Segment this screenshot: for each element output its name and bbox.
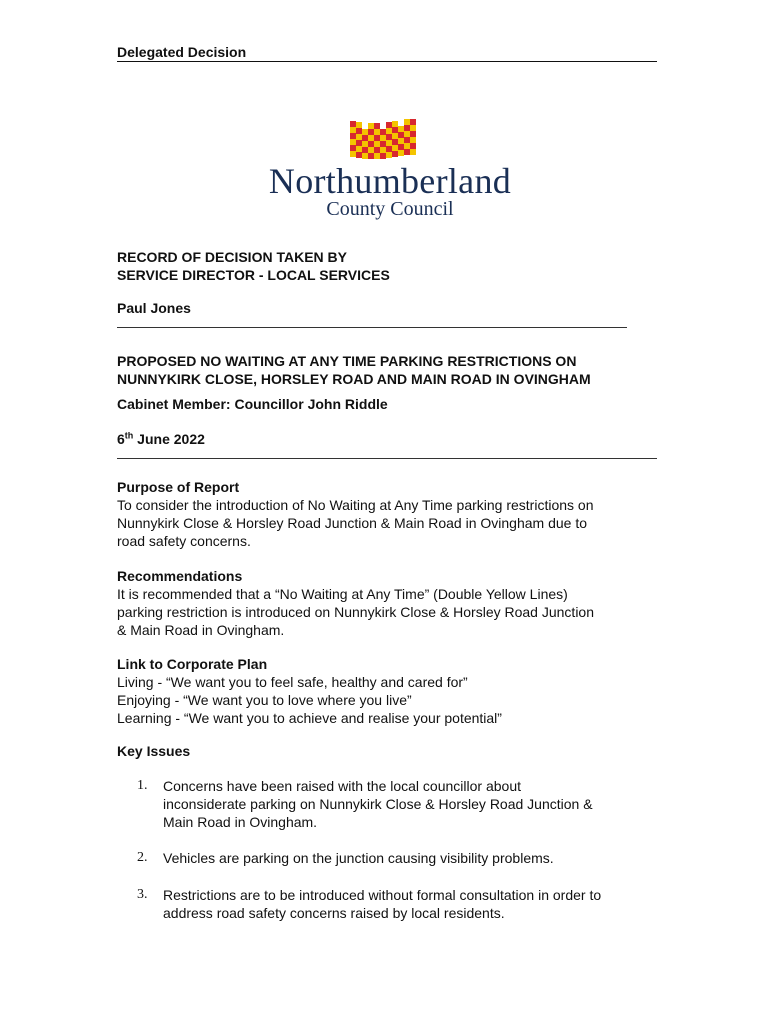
corporate-plan-line: Learning - “We want you to achieve and realise your potential” [117, 710, 502, 726]
flag-cell [404, 137, 410, 143]
divider [117, 458, 657, 459]
key-issues-heading: Key Issues [117, 743, 191, 759]
list-number: 1. [137, 778, 148, 793]
flag-cell [362, 147, 368, 153]
flag-cell [368, 147, 374, 153]
flag-cell [404, 119, 410, 125]
flag-cell [398, 138, 404, 144]
flag-cell [374, 147, 380, 153]
document-title [117, 352, 657, 388]
list-number: 2. [137, 850, 148, 865]
flag-cell [380, 129, 386, 135]
flag-cell [356, 152, 362, 158]
flag-cell [368, 129, 374, 135]
flag-cell [386, 128, 392, 134]
list-line: Restrictions are to be introduced without formal consultation in order to [163, 887, 602, 903]
flag-cell [410, 125, 416, 131]
list-text [163, 886, 657, 922]
flag-cell [350, 127, 356, 133]
logo-subname: County Council [326, 198, 454, 220]
flag-cell [368, 153, 374, 159]
flag-cell [356, 134, 362, 140]
purpose-heading: Purpose of Report [117, 479, 240, 495]
list-text [163, 849, 657, 867]
flag-cell [386, 152, 392, 158]
flag-cell [356, 140, 362, 146]
flag-cell [350, 145, 356, 151]
title-line-2: NUNNYKIRK CLOSE, HORSLEY ROAD AND MAIN ROAD IN OVINGHAM [117, 371, 591, 387]
flag-emblem-icon [348, 117, 420, 159]
divider [117, 327, 627, 328]
flag-cell [398, 144, 404, 150]
logo-name: Northumberland [268, 161, 512, 201]
flag-cell [368, 135, 374, 141]
date-suffix: th [124, 430, 134, 441]
flag-cell [392, 151, 398, 157]
flag-cell [392, 145, 398, 151]
recommendations-line: & Main Road in Ovingham. [117, 622, 285, 638]
flag-cell [362, 129, 368, 135]
flag-cell [410, 137, 416, 143]
recommendations-line: parking restriction is introduced on Nunnykirk Close & Horsley Road Junction [117, 604, 594, 620]
date-day: 6 [117, 431, 125, 447]
flag-cell [410, 149, 416, 155]
date-rest: June 2022 [133, 431, 205, 447]
flag-cell [392, 139, 398, 145]
purpose-line: road safety concerns. [117, 533, 251, 549]
list-line: Vehicles are parking on the junction causing visibility problems. [163, 850, 554, 866]
cabinet-member: Cabinet Member: Councillor John Riddle [117, 396, 388, 412]
flag-cell [398, 150, 404, 156]
flag-cell [374, 135, 380, 141]
flag-cell [392, 133, 398, 139]
flag-cell [404, 143, 410, 149]
flag-cell [380, 147, 386, 153]
list-line: address road safety concerns raised by local residents. [163, 905, 505, 921]
flag-cell [386, 140, 392, 146]
header-label: Delegated Decision [117, 44, 247, 60]
list-line: inconsiderate parking on Nunnykirk Close & Horsley Road Junction & [163, 796, 593, 812]
corporate-plan-line: Enjoying - “We want you to love where you live” [117, 692, 412, 708]
recommendations-heading: Recommendations [117, 568, 243, 584]
flag-cell [386, 146, 392, 152]
document-header [117, 44, 657, 62]
corporate-plan-line: Living - “We want you to feel safe, healthy and cared for” [117, 674, 468, 690]
flag-cell [404, 131, 410, 137]
purpose-section [117, 478, 657, 550]
corporate-plan-heading: Link to Corporate Plan [117, 656, 268, 672]
recommendations-section [117, 567, 657, 639]
flag-cell [398, 126, 404, 132]
flag-cell [380, 135, 386, 141]
flag-cell [410, 131, 416, 137]
list-number: 3. [137, 887, 148, 902]
flag-cell [350, 139, 356, 145]
flag-cell [356, 122, 362, 128]
council-logo [245, 117, 535, 227]
record-line-2: SERVICE DIRECTOR - LOCAL SERVICES [117, 267, 390, 283]
flag-cell [392, 127, 398, 133]
list-text [163, 777, 657, 831]
flag-cell [410, 119, 416, 125]
flag-cell [386, 122, 392, 128]
flag-cell [356, 128, 362, 134]
flag-cell [374, 141, 380, 147]
flag-cell [368, 123, 374, 129]
flag-cell [380, 141, 386, 147]
list-line: Main Road in Ovingham. [163, 814, 318, 830]
record-heading [117, 248, 657, 284]
flag-cell [362, 153, 368, 159]
decision-maker: Paul Jones [117, 300, 191, 316]
flag-cell [386, 134, 392, 140]
flag-cell [368, 141, 374, 147]
flag-cell [374, 123, 380, 129]
flag-cell [410, 143, 416, 149]
title-line-1: PROPOSED NO WAITING AT ANY TIME PARKING RESTRICTIONS ON [117, 353, 577, 369]
flag-cell [380, 153, 386, 159]
purpose-line: To consider the introduction of No Waiting at Any Time parking restrictions on [117, 497, 594, 513]
recommendations-line: It is recommended that a “No Waiting at Any Time” (Double Yellow Lines) [117, 586, 568, 602]
flag-cell [362, 135, 368, 141]
decision-date [117, 430, 657, 448]
flag-cell [374, 129, 380, 135]
flag-cell [362, 141, 368, 147]
flag-cell [404, 149, 410, 155]
flag-cell [404, 125, 410, 131]
record-line-1: RECORD OF DECISION TAKEN BY [117, 249, 347, 265]
flag-cell [356, 146, 362, 152]
purpose-line: Nunnykirk Close & Horsley Road Junction & Main Road in Ovingham due to [117, 515, 588, 531]
flag-cell [392, 121, 398, 127]
flag-cell [350, 151, 356, 157]
flag-cell [350, 133, 356, 139]
corporate-plan-section [117, 655, 657, 727]
list-line: Concerns have been raised with the local councillor about [163, 778, 521, 794]
flag-cell [374, 153, 380, 159]
flag-cell [350, 121, 356, 127]
flag-cell [398, 132, 404, 138]
